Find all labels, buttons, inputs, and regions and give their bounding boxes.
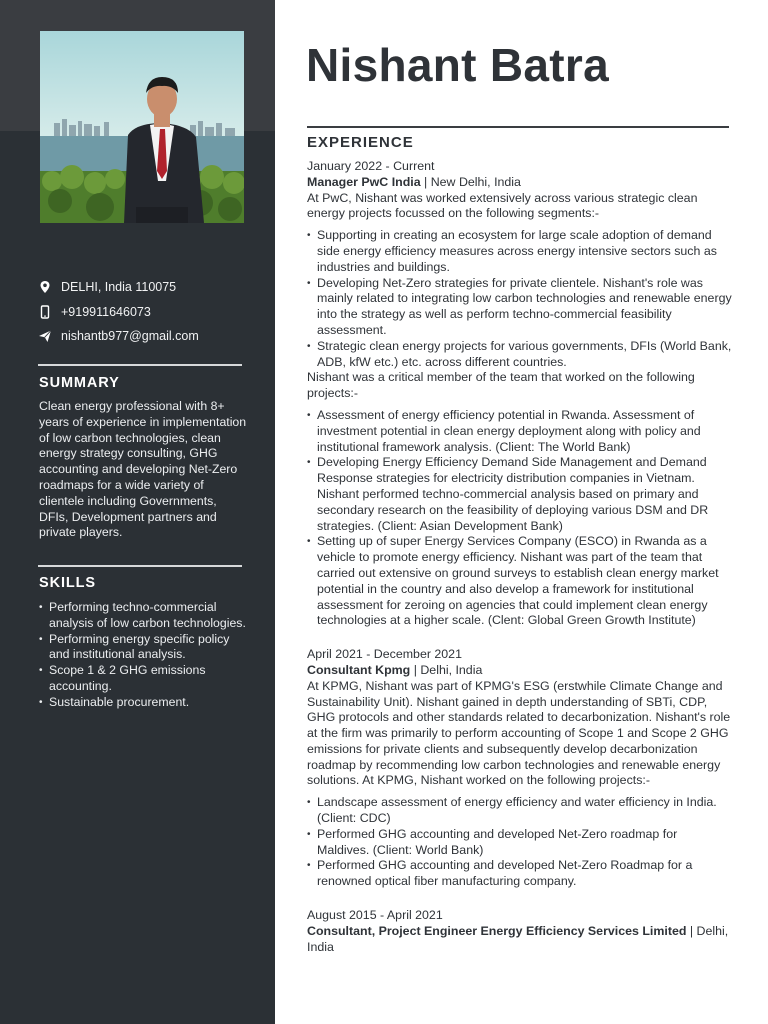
contact-phone (38, 300, 248, 325)
job-project-bullets (307, 408, 732, 629)
job-bullet: • Developing Net-Zero strategies for private clientele. Nishant's role was mainly related to integrating low carbon technologies and renewable energy into the strategy as well as perform techno-commercial feasibility assessment. (307, 276, 732, 339)
job-location: | Delhi, India (410, 662, 483, 677)
job-dates: April 2021 - December 2021 (307, 647, 462, 662)
summary-divider (38, 364, 242, 366)
job-bullet: • Supporting in creating an ecosystem for large scale adoption of demand side energy efficiency measures across energy intensive sectors such as industries and buildings. (307, 228, 732, 275)
job-title: Manager PwC India (307, 174, 421, 189)
job-bullet: • Performed GHG accounting and developed Net-Zero roadmap for Maldives. (Client: World Bank) (307, 827, 732, 859)
job-intro: At PwC, Nishant was worked extensively across various strategic clean energy projects focussed on the following segments:- (307, 190, 698, 221)
skill-item: • Performing techno-commercial analysis of low carbon technologies. (39, 600, 249, 632)
job-header (307, 175, 732, 191)
experience-divider (307, 126, 729, 128)
job-entry-kpmg (307, 647, 732, 890)
job-bullet: • Developing Energy Efficiency Demand Side Management and Demand Response strategies for electricity distribution companies in Vietnam. Nishant performed techno-commercial analysis based on primary and secondary research on the feasibility of deploying various DSM and DR strategies. (Client: Asian Development Bank) (307, 455, 732, 534)
skill-item: • Scope 1 & 2 GHG emissions accounting. (39, 663, 249, 695)
phone-icon (38, 305, 52, 319)
job-title: Consultant, Project Engineer Energy Efficiency Services Limited (307, 923, 687, 938)
summary-heading: SUMMARY (39, 375, 120, 391)
experience-heading: EXPERIENCE (307, 134, 414, 151)
job-bullet: • Performed GHG accounting and developed Net-Zero Roadmap for a renowned optical fiber manufacturing company. (307, 858, 732, 890)
job-bullet: • Landscape assessment of energy efficiency and water efficiency in India. (Client: CDC) (307, 795, 732, 827)
job-header (307, 663, 732, 679)
job-bullets (307, 795, 732, 890)
job-intro: At KPMG, Nishant was part of KPMG's ESG (erstwhile Climate Change and Sustainability Unit). Nishant gained in depth understanding of SBTi, CDP, GHG protocols and other standards related to decarbonization. Nishant's role at the firm was primarily to perform accounting of Scope 1 and Scope 2 GHG emissions for private clients and subsequently develop decarbonization roadmap by recommending low carbon technologies and renewable energy solutions. At KPMG, Nishant worked on the following projects:- (307, 678, 731, 788)
job-bullet: • Assessment of energy efficiency potential in Rwanda. Assessment of investment potential in clean energy deployment along with policy and institutional framework analysis. (Client: The World Bank) (307, 408, 732, 455)
job-entry-pwc (307, 159, 732, 629)
skills-divider (38, 565, 242, 567)
job-bullet: • Setting up of super Energy Services Company (ESCO) in Rwanda as a vehicle to promote energy efficiency. Nishant was part of the team that carried out extensive on ground surveys to establish clean energy market potential in the country and also develop a framework for institutional assessment for zeroing on agencies that could implement clean energy technologies at a higher scale. (Clent: Global Green Growth Institute) (307, 534, 732, 629)
job-entry-eesl (307, 908, 732, 955)
skill-item: • Performing energy specific policy and institutional analysis. (39, 632, 249, 664)
contact-phone-text[interactable]: +919911646073 (61, 304, 151, 319)
sidebar (0, 0, 275, 1024)
contact-email-text[interactable]: nishantb977@gmail.com (61, 329, 199, 344)
job-location: | Delhi, India (307, 923, 729, 954)
job-bullets (307, 228, 732, 370)
job-dates: January 2022 - Current (307, 159, 435, 173)
profile-photo (40, 31, 244, 223)
contact-location-text: DELHI, India 110075 (61, 280, 177, 295)
job-title: Consultant Kpmg (307, 662, 411, 677)
experience-section (307, 159, 732, 973)
job-header (307, 924, 732, 956)
candidate-name: Nishant Batra (306, 39, 609, 91)
contact-info (38, 275, 248, 349)
contact-location (38, 275, 248, 300)
skills-list (39, 600, 249, 711)
job-bullet: • Strategic clean energy projects for various governments, DFIs (World Bank, ADB, kfW etc.) etc. across different countries. (307, 339, 732, 371)
location-pin-icon (38, 280, 52, 294)
job-intro-projects: Nishant was a critical member of the team that worked on the following projects:- (307, 370, 695, 401)
skill-item: • Sustainable procurement. (39, 695, 249, 711)
skills-heading: SKILLS (39, 575, 96, 591)
contact-email (38, 324, 248, 349)
summary-text: Clean energy professional with 8+ years of experience in implementation of low carbon technologies, clean energy strategy consulting, GHG accounting and developing Net-Zero roadmaps for a wide variety of clientele including Governments, DFIs, Development partners and private players. (39, 399, 247, 540)
paper-plane-icon (38, 329, 52, 343)
job-dates: August 2015 - April 2021 (307, 908, 443, 923)
job-location: | New Delhi, India (420, 174, 521, 189)
